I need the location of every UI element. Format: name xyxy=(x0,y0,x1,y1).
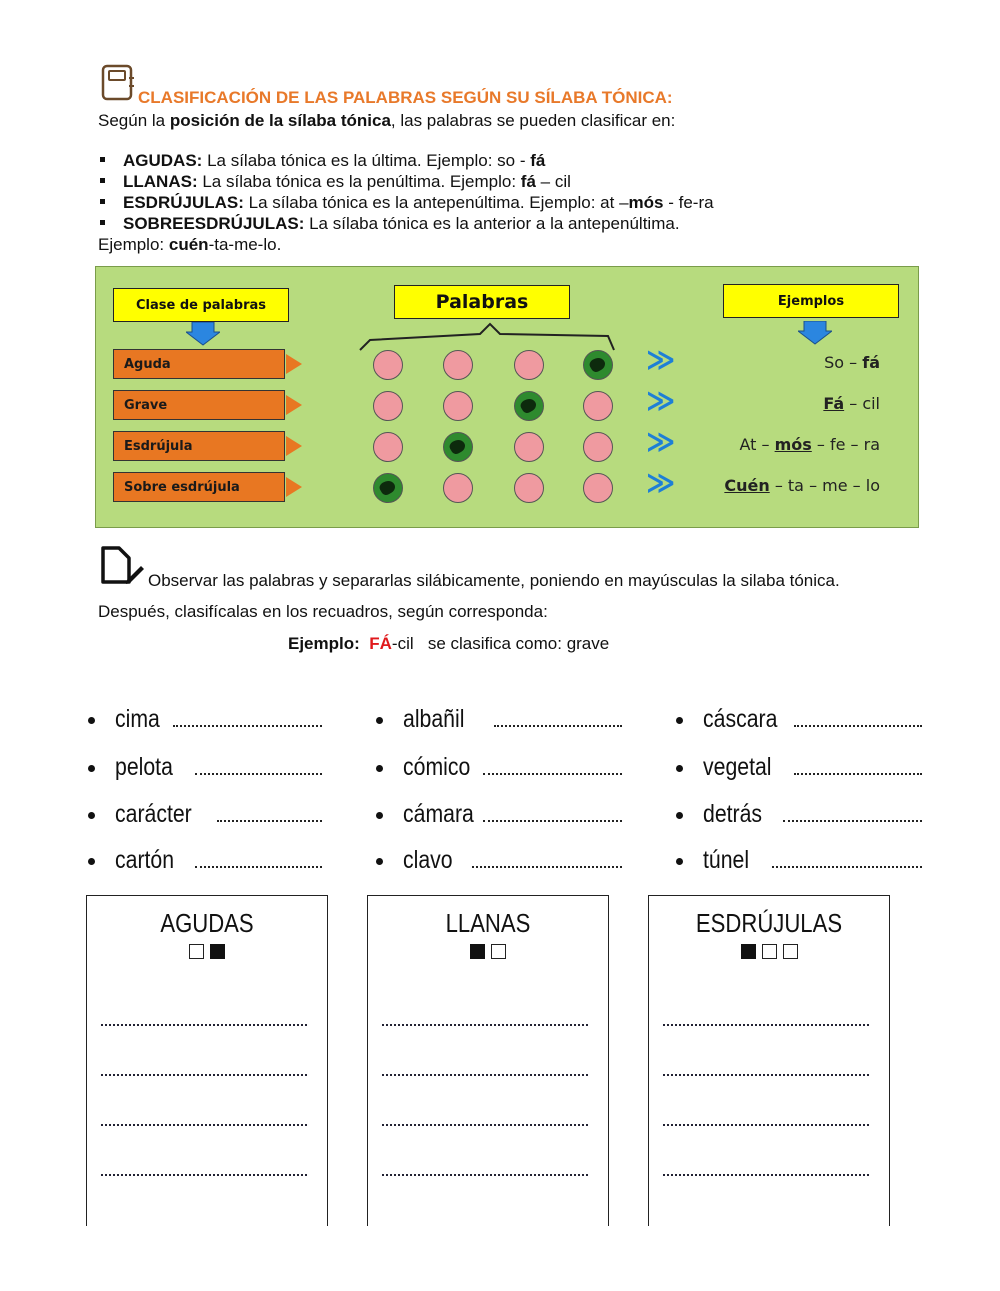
syllable-pattern xyxy=(368,944,608,964)
answer-line[interactable] xyxy=(195,866,322,868)
syllable-dot xyxy=(583,391,613,421)
syllable-dot xyxy=(373,432,403,462)
answer-line[interactable] xyxy=(483,820,622,822)
double-chevron-icon: ≫ xyxy=(646,466,676,499)
stressed-syllable-dot xyxy=(373,473,403,503)
answer-line[interactable] xyxy=(794,773,922,775)
col-header-class: Clase de palabras xyxy=(113,288,289,322)
answer-line[interactable] xyxy=(663,1124,869,1126)
class-label-2: Grave xyxy=(113,390,285,420)
stressed-square xyxy=(470,944,485,959)
syllable-dot xyxy=(583,473,613,503)
example-4: Cuén – ta – me – lo xyxy=(724,476,880,495)
word-item: pelota xyxy=(115,753,173,781)
box-title: LLANAS xyxy=(445,908,531,938)
bullet-esdrujulas: ESDRÚJULAS: La sílaba tónica es la antepenúltima. Ejemplo: at –mós - fe-ra xyxy=(100,192,714,213)
double-chevron-icon: ≫ xyxy=(646,343,676,376)
task-example: Ejemplo: FÁ-cil se clasifica como: grave xyxy=(288,634,610,653)
bullet-dot xyxy=(676,858,683,865)
syllable-pattern xyxy=(649,944,889,964)
bullet-dot xyxy=(676,765,683,772)
down-arrow-icon xyxy=(798,321,832,345)
answer-line[interactable] xyxy=(195,773,322,775)
class-label-3: Esdrújula xyxy=(113,431,285,461)
stressed-syllable-dot xyxy=(443,432,473,462)
box-title: ESDRÚJULAS xyxy=(695,908,843,938)
answer-line[interactable] xyxy=(483,773,622,775)
bullet-dot xyxy=(376,717,383,724)
stressed-square xyxy=(210,944,225,959)
right-arrow-icon xyxy=(286,477,302,497)
syllable-dot xyxy=(443,391,473,421)
word-item: cáscara xyxy=(703,705,778,733)
intro-text: Según la posición de la sílaba tónica, las palabras se pueden clasificar en: xyxy=(98,111,676,130)
word-item: cómico xyxy=(403,753,471,781)
task-instruction-2: Después, clasifícalas en los recuadros, según corresponda: xyxy=(98,602,548,621)
bullet-dot xyxy=(88,812,95,819)
unstressed-square xyxy=(491,944,506,959)
classification-diagram xyxy=(95,266,919,528)
syllable-dot xyxy=(443,473,473,503)
example-3: At – mós – fe – ra xyxy=(739,435,880,454)
double-chevron-icon: ≫ xyxy=(646,384,676,417)
word-item: clavo xyxy=(403,846,453,874)
bullet-llanas: LLANAS: La sílaba tónica es la penúltima. Ejemplo: fá – cil xyxy=(100,171,571,192)
bullet-dot xyxy=(676,717,683,724)
bullet-dot xyxy=(88,765,95,772)
box-esdrújulas xyxy=(648,895,890,1226)
class-label-1: Aguda xyxy=(113,349,285,379)
answer-line[interactable] xyxy=(472,866,622,868)
stressed-syllable-dot xyxy=(583,350,613,380)
answer-line[interactable] xyxy=(382,1074,588,1076)
bullet-dot xyxy=(376,765,383,772)
word-item: cartón xyxy=(115,846,175,874)
box-llanas xyxy=(367,895,609,1226)
bullet-dot xyxy=(676,812,683,819)
word-item: albañil xyxy=(403,705,465,733)
notebook-icon xyxy=(100,64,136,102)
answer-line[interactable] xyxy=(772,866,922,868)
right-arrow-icon xyxy=(286,395,302,415)
right-arrow-icon xyxy=(286,354,302,374)
word-item: cámara xyxy=(403,800,474,828)
brace-line xyxy=(358,322,616,352)
answer-line[interactable] xyxy=(494,725,622,727)
unstressed-square xyxy=(189,944,204,959)
answer-line[interactable] xyxy=(783,820,922,822)
edit-document-icon xyxy=(99,544,145,586)
syllable-dot xyxy=(583,432,613,462)
example-1: So – fá xyxy=(824,353,880,372)
class-label-4: Sobre esdrújula xyxy=(113,472,285,502)
task-instruction: Observar las palabras y separarlas silábicamente, poniendo en mayúsculas la silaba tónica. xyxy=(148,571,840,590)
answer-line[interactable] xyxy=(663,1174,869,1176)
unstressed-square xyxy=(783,944,798,959)
bullet-dot xyxy=(376,812,383,819)
word-item: detrás xyxy=(703,800,763,828)
syllable-dot xyxy=(443,350,473,380)
bullet-dot xyxy=(376,858,383,865)
word-item: túnel xyxy=(703,846,750,874)
syllable-dot xyxy=(514,432,544,462)
example-2: Fá – cil xyxy=(823,394,880,413)
answer-line[interactable] xyxy=(101,1174,307,1176)
syllable-dot xyxy=(514,350,544,380)
answer-line[interactable] xyxy=(382,1174,588,1176)
example-line: Ejemplo: cuén-ta-me-lo. xyxy=(98,235,282,254)
right-arrow-icon xyxy=(286,436,302,456)
answer-line[interactable] xyxy=(382,1024,588,1026)
syllable-pattern xyxy=(87,944,327,964)
page-title: CLASIFICACIÓN DE LAS PALABRAS SEGÚN SU SÍLABA TÓNICA: xyxy=(138,88,673,107)
word-item: cima xyxy=(115,705,160,733)
word-item: carácter xyxy=(115,800,192,828)
answer-line[interactable] xyxy=(173,725,322,727)
syllable-dot xyxy=(514,473,544,503)
bullet-dot xyxy=(88,717,95,724)
answer-line[interactable] xyxy=(794,725,922,727)
word-item: vegetal xyxy=(703,753,772,781)
stressed-square xyxy=(741,944,756,959)
box-title: AGUDAS xyxy=(160,908,254,938)
bullet-dot xyxy=(88,858,95,865)
answer-line[interactable] xyxy=(382,1124,588,1126)
answer-line[interactable] xyxy=(663,1024,869,1026)
down-arrow-icon xyxy=(186,322,220,346)
double-chevron-icon: ≫ xyxy=(646,425,676,458)
col-header-words: Palabras xyxy=(394,285,570,319)
col-header-examples: Ejemplos xyxy=(723,284,899,318)
answer-line[interactable] xyxy=(663,1074,869,1076)
answer-line[interactable] xyxy=(217,820,322,822)
bullet-agudas: AGUDAS: La sílaba tónica es la última. Ejemplo: so - fá xyxy=(100,150,545,171)
box-agudas xyxy=(86,895,328,1226)
stressed-syllable-dot xyxy=(514,391,544,421)
answer-line[interactable] xyxy=(101,1124,307,1126)
bullet-sobreesdrujulas: SOBREESDRÚJULAS: La sílaba tónica es la anterior a la antepenúltima. xyxy=(100,213,760,234)
syllable-dot xyxy=(373,350,403,380)
answer-line[interactable] xyxy=(101,1074,307,1076)
answer-line[interactable] xyxy=(101,1024,307,1026)
syllable-dot xyxy=(373,391,403,421)
unstressed-square xyxy=(762,944,777,959)
